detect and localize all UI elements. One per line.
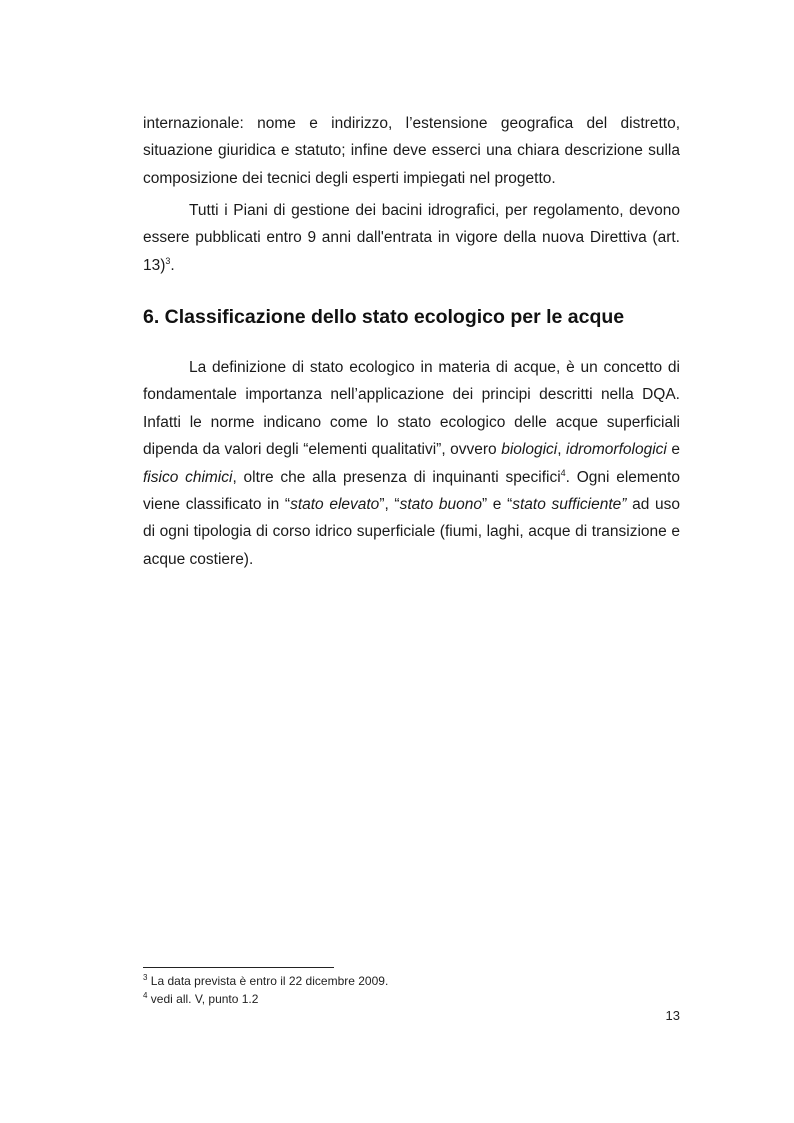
section-heading: 6. Classificazione dello stato ecologico per le acque xyxy=(143,306,625,328)
emphasis-idromorfologici: idromorfologici xyxy=(566,441,667,459)
footnote-item xyxy=(143,972,643,990)
text-run: e xyxy=(666,441,680,459)
footnote-text: vedi all. V, punto 1.2 xyxy=(150,992,259,1006)
text-run: ” e “ xyxy=(481,496,513,514)
emphasis-stato-sufficiente: stato sufficiente” xyxy=(512,496,627,514)
text-run: , xyxy=(557,441,567,459)
footnote-item xyxy=(143,990,643,1008)
paragraph-river-basin-plans xyxy=(143,197,680,279)
footnotes xyxy=(143,972,643,1008)
paragraph-text: Tutti i Piani di gestione dei bacini idrografici, per regolamento, devono essere pubblicati entro 9 anni dall'entrata in vigore della nuova Direttiva (art. 13) xyxy=(143,202,680,274)
paragraph-text: internazionale: nome e indirizzo, l’estensione geografica del distretto, situazione giuridica e statuto; infine deve esserci una chiara descrizione sulla composizione dei tecnici degli esperti impiegati nel progetto. xyxy=(143,115,680,187)
footnote-ref-4[interactable]: 4 xyxy=(560,467,566,478)
emphasis-stato-elevato: stato elevato xyxy=(290,496,380,514)
footnote-ref-3[interactable]: 3 xyxy=(165,255,171,266)
text-run: . Ogni elemento viene classificato in “ xyxy=(143,468,680,514)
footnote-number: 4 xyxy=(143,991,148,1000)
text-run: , oltre che alla presenza di inquinanti specifici xyxy=(232,468,561,486)
footnote-number: 3 xyxy=(143,973,148,982)
sentence-end: . xyxy=(170,256,175,274)
text-run: ad uso di ogni tipologia di corso idrico superficiale (fiumi, laghi, acque di transizione e acque costiere). xyxy=(143,496,681,568)
text-run: La definizione di stato ecologico in materia di acque, è un concetto di fondamentale importanza nell’applicazione dei principi descritti nella DQA. Infatti le norme indicano come lo stato ecologico delle acque superficiali dipenda da valori degli “elementi qualitativi”, ovvero xyxy=(143,359,680,459)
page-number: 13 xyxy=(665,1008,680,1023)
emphasis-stato-buono: stato buono xyxy=(399,496,482,514)
emphasis-fisico-chimici: fisico chimici xyxy=(143,468,233,486)
paragraph-ecological-status xyxy=(143,354,680,573)
text-run: ”, “ xyxy=(379,496,400,514)
footnote-separator xyxy=(143,967,334,968)
paragraph-continuation xyxy=(143,110,680,192)
footnote-text: La data prevista è entro il 22 dicembre 2009. xyxy=(150,974,389,988)
emphasis-biologici: biologici xyxy=(501,441,558,459)
